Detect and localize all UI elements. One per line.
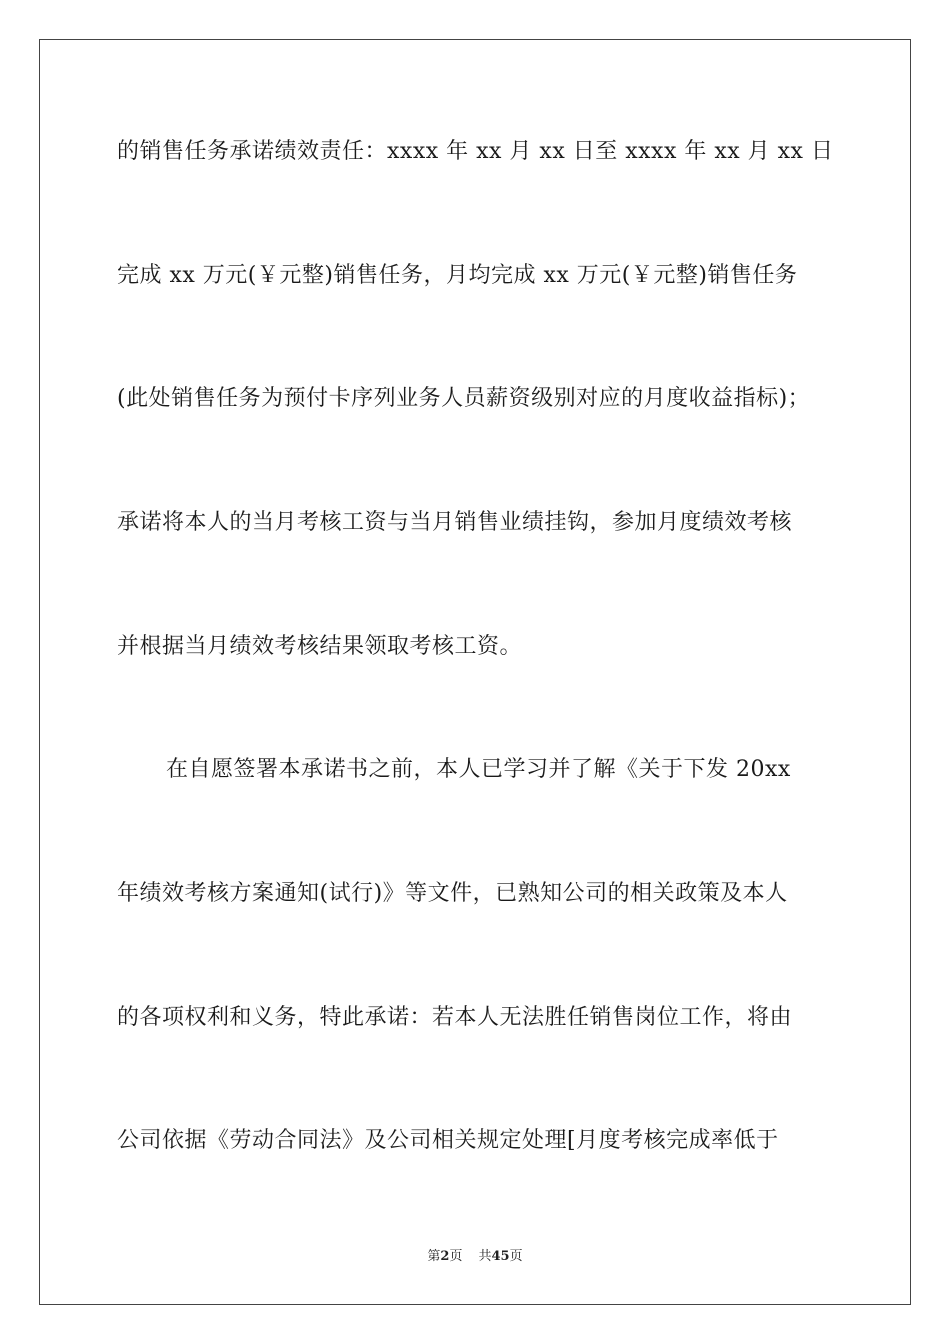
body-text-line: 公司依据《劳动合同法》及公司相关规定处理[月度考核完成率低于: [117, 1128, 779, 1153]
body-text-line: (此处销售任务为预付卡序列业务人员薪资级别对应的月度收益指标)；: [117, 386, 811, 411]
body-text-line: 的销售任务承诺绩效责任：xxxx 年 xx 月 xx 日至 xxxx 年 xx 月 xx 日: [117, 139, 834, 164]
body-text-line: 完成 xx 万元(￥元整)销售任务，月均完成 xx 万元(￥元整)销售任务: [117, 263, 798, 288]
body-text-line: 承诺将本人的当月考核工资与当月销售业绩挂钩，参加月度绩效考核: [117, 510, 793, 535]
paragraph-start-line: 在自愿签署本承诺书之前，本人已学习并了解《关于下发 20xx: [166, 757, 791, 782]
total-pages: 45: [491, 1249, 510, 1264]
page-number: 2: [440, 1249, 450, 1264]
page-number-suffix: 页: [449, 1249, 463, 1264]
body-text-line: 的各项权利和义务，特此承诺：若本人无法胜任销售岗位工作，将由: [117, 1005, 793, 1030]
total-pages-suffix: 页: [509, 1249, 523, 1264]
page-number-prefix: 第: [427, 1249, 441, 1264]
body-text-line: 并根据当月绩效考核结果领取考核工资。: [117, 634, 523, 659]
page-border: [39, 39, 911, 1305]
body-text-line: 年绩效考核方案通知(试行)》等文件，已熟知公司的相关政策及本人: [117, 881, 788, 906]
total-pages-prefix: 共: [478, 1249, 492, 1264]
page-footer: [0, 1248, 950, 1266]
